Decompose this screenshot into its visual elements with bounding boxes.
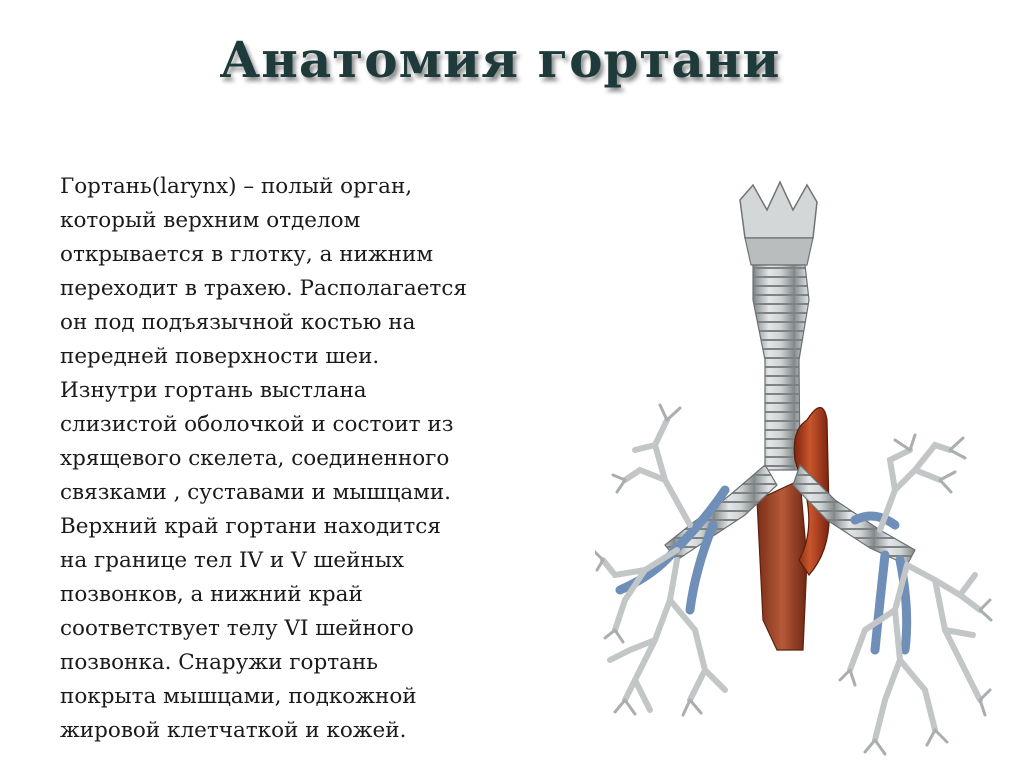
paragraph-line: передней поверхности шеи.	[60, 344, 380, 369]
paragraph-line: позвонков, а нижний край	[60, 582, 363, 607]
paragraph-line: хрящевого скелета, соединенного	[60, 446, 450, 471]
paragraph-line: соответствует телу VI шейного	[60, 616, 414, 641]
paragraph-line: который верхним отделом	[60, 208, 361, 233]
body-paragraph	[60, 170, 530, 748]
larynx-cartilage	[740, 182, 817, 265]
paragraph-line: он под подъязычной костью на	[60, 310, 416, 335]
paragraph-line: жировой клетчаткой и кожей.	[60, 718, 407, 743]
page-title: Анатомия гортани	[219, 30, 781, 89]
paragraph-line: открывается в глотку, а нижним	[60, 242, 434, 267]
larynx-anatomy-illustration	[595, 180, 995, 760]
paragraph-line: связками , суставами и мышцами.	[60, 480, 452, 505]
paragraph-line: слизистой оболочкой и состоит из	[60, 412, 454, 437]
paragraph-line: позвонка. Снаружи гортань	[60, 650, 378, 675]
paragraph-line: Верхний край гортани находится	[60, 514, 441, 539]
esophagus	[757, 480, 807, 650]
paragraph-line: Гортань(larynx) – полый орган,	[60, 174, 413, 199]
right-bronchial-tree	[850, 445, 980, 740]
paragraph-line: переходит в трахею. Располагается	[60, 276, 467, 301]
paragraph-line: покрыта мышцами, подкожной	[60, 684, 417, 709]
paragraph-line: Изнутри гортань выстлана	[60, 378, 367, 403]
paragraph-line: на границе тел IV и V шейных	[60, 548, 404, 573]
